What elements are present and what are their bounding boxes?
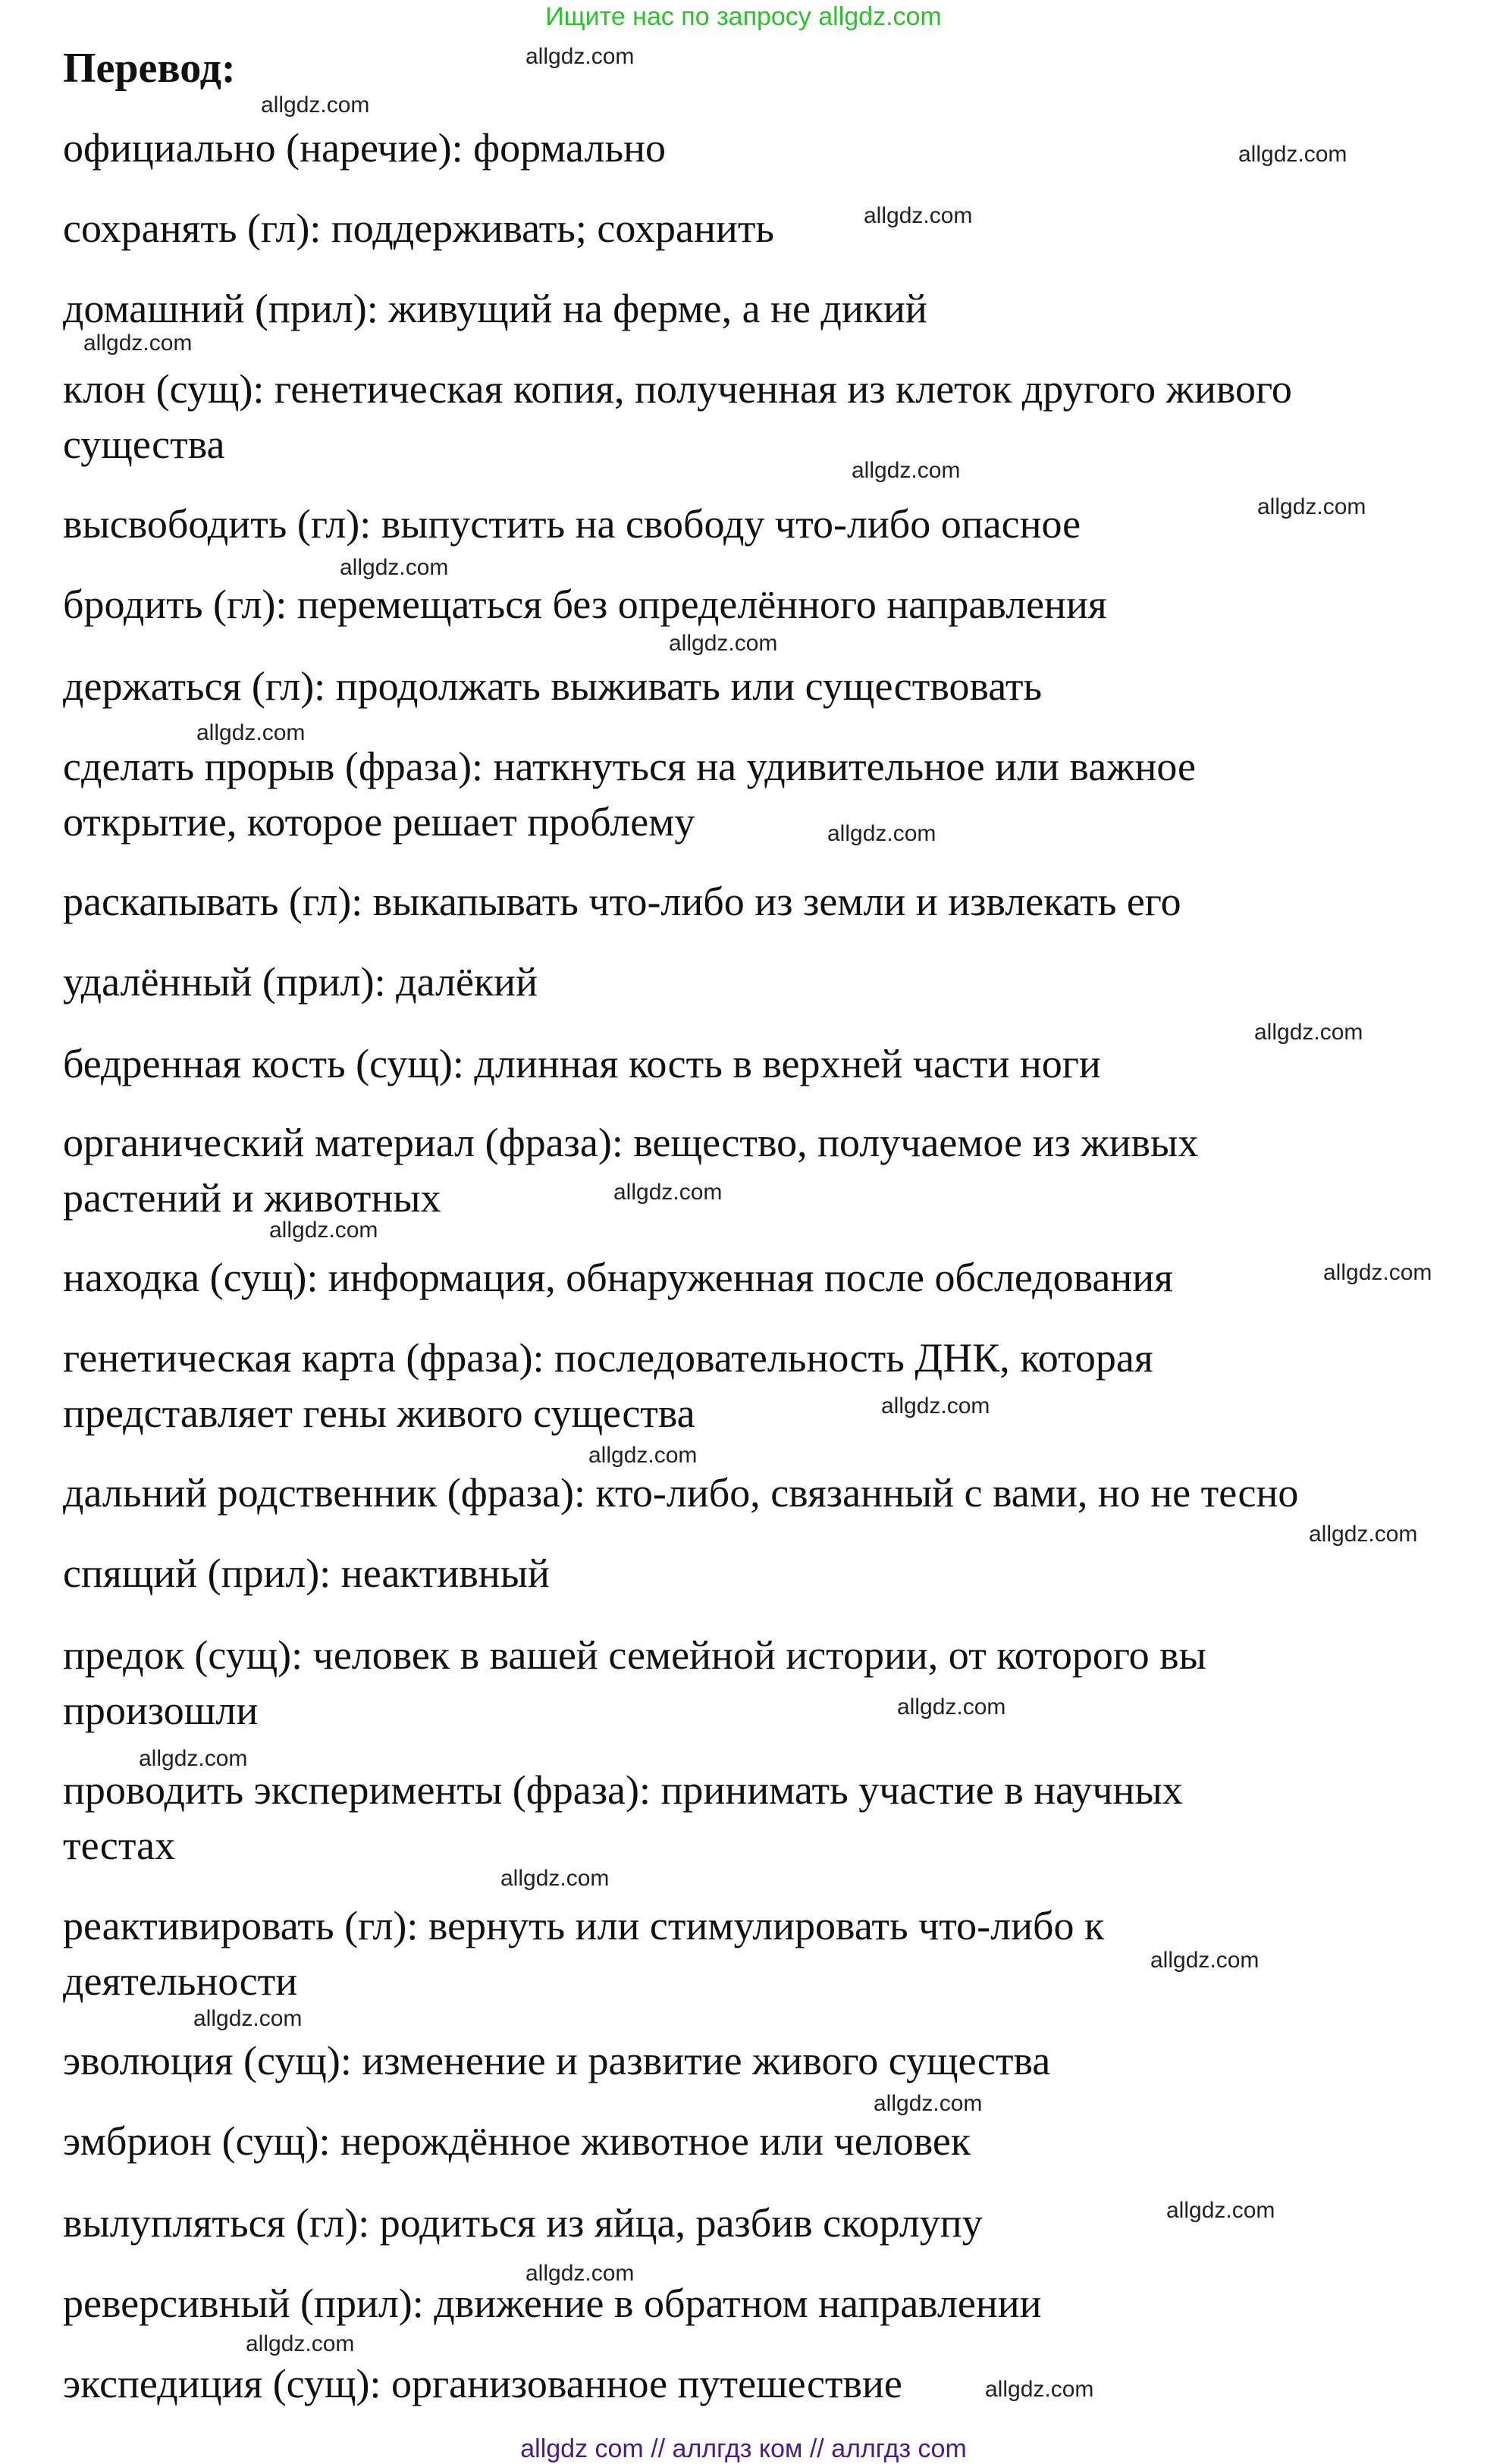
watermark: allgdz.com: [874, 2091, 983, 2116]
entry-line: открытие, которое решает проблему: [63, 799, 695, 845]
entry-line: домашний (прил): живущий на ферме, а не дикий: [63, 286, 927, 331]
entry-line: эволюция (сущ): изменение и развитие живого существа: [63, 2038, 1051, 2083]
watermark: allgdz.com: [500, 1866, 610, 1891]
entry-line: генетическая карта (фраза): последовательность ДНК, которая: [63, 1335, 1153, 1381]
entry-line: клон (сущ): генетическая копия, полученная из клеток другого живого: [63, 366, 1292, 412]
watermark: allgdz.com: [881, 1393, 990, 1419]
vocabulary-entry: [63, 1628, 1206, 1738]
vocabulary-entry: [63, 955, 538, 1010]
watermark: allgdz.com: [669, 631, 778, 656]
entry-line: бродить (гл): перемещаться без определённого направления: [63, 582, 1107, 627]
vocabulary-entry: [63, 1898, 1104, 2009]
watermark: allgdz.com: [1166, 2198, 1275, 2223]
watermark: allgdz.com: [1257, 494, 1366, 519]
entry-line: спящий (прил): неактивный: [63, 1550, 550, 1596]
watermark: allgdz.com: [139, 1746, 248, 1771]
watermark: allgdz.com: [525, 44, 635, 69]
vocabulary-entry: [63, 2196, 983, 2251]
vocabulary-entry: [63, 874, 1181, 929]
entry-line: произошли: [63, 1688, 259, 1733]
footer-links[interactable]: allgdz com // аллгдз ком // аллгдз com: [520, 2434, 967, 2463]
entry-line: деятельности: [63, 1958, 298, 2004]
watermark: allgdz.com: [864, 203, 973, 228]
vocabulary-entry: [63, 2033, 1050, 2089]
entry-line: реактивировать (гл): вернуть или стимулировать что-либо к: [63, 1903, 1105, 1948]
vocabulary-entry: [63, 1331, 1153, 1441]
vocabulary-entry: [63, 1763, 1183, 1873]
watermark: allgdz.com: [1309, 1522, 1418, 1547]
vocabulary-entry: [63, 1546, 550, 1601]
entry-line: дальний родственник (фраза): кто-либо, связанный с вами, но не тесно: [63, 1470, 1299, 1516]
watermark: allgdz.com: [196, 720, 306, 745]
entry-line: официально (наречие): формально: [63, 125, 666, 171]
vocabulary-entry: [63, 2114, 971, 2169]
entry-line: удалённый (прил): далёкий: [63, 959, 538, 1005]
watermark: allgdz.com: [1238, 142, 1347, 167]
vocabulary-entry: [63, 1036, 1101, 1092]
page-title: Перевод:: [63, 45, 236, 92]
entry-line: вылупляться (гл): родиться из яйца, разбив скорлупу: [63, 2200, 983, 2246]
vocabulary-entry: [63, 201, 774, 256]
entry-line: существа: [63, 422, 225, 467]
top-banner[interactable]: Ищите нас по запросу allgdz.com: [545, 2, 942, 31]
vocabulary-entry: [63, 362, 1292, 472]
entry-line: проводить эксперименты (фраза): принимать участие в научных: [63, 1767, 1183, 1813]
vocabulary-entry: [63, 281, 927, 337]
entry-line: находка (сущ): информация, обнаруженная после обследования: [63, 1255, 1174, 1300]
watermark: allgdz.com: [985, 2377, 1094, 2402]
watermark: allgdz.com: [852, 458, 961, 483]
vocabulary-entry: [63, 2356, 902, 2412]
entry-line: сделать прорыв (фраза): наткнуться на удивительное или важное: [63, 744, 1197, 789]
vocabulary-entry: [63, 1250, 1173, 1306]
vocabulary-entry: [63, 1115, 1198, 1226]
watermark: allgdz.com: [1150, 1948, 1260, 1973]
vocabulary-entry: [63, 659, 1042, 714]
watermark: allgdz.com: [340, 555, 449, 580]
vocabulary-entry: [63, 577, 1107, 632]
watermark: allgdz.com: [193, 2006, 303, 2031]
watermark: allgdz.com: [525, 2261, 635, 2286]
vocabulary-entry: [63, 1466, 1298, 1521]
entry-line: высвободить (гл): выпустить на свободу что-либо опасное: [63, 501, 1081, 547]
watermark: allgdz.com: [1323, 1260, 1432, 1285]
vocabulary-entry: [63, 497, 1081, 552]
entry-line: тестах: [63, 1823, 176, 1868]
watermark: allgdz.com: [613, 1180, 723, 1205]
entry-line: растений и животных: [63, 1175, 441, 1221]
entry-line: представляет гены живого существа: [63, 1390, 695, 1436]
watermark: allgdz.com: [897, 1694, 1006, 1719]
entry-line: эмбрион (сущ): нерождённое животное или человек: [63, 2118, 971, 2164]
entry-line: сохранять (гл): поддерживать; сохранить: [63, 205, 775, 251]
watermark: allgdz.com: [827, 821, 936, 846]
watermark: allgdz.com: [261, 92, 370, 118]
entry-line: предок (сущ): человек в вашей семейной истории, от которого вы: [63, 1632, 1206, 1678]
watermark: allgdz.com: [269, 1218, 378, 1243]
watermark: allgdz.com: [588, 1443, 698, 1468]
entry-line: органический материал (фраза): вещество, получаемое из живых: [63, 1120, 1199, 1165]
watermark: allgdz.com: [1254, 1020, 1363, 1045]
watermark: allgdz.com: [246, 2331, 355, 2356]
watermark: allgdz.com: [83, 331, 193, 356]
entry-line: раскапывать (гл): выкапывать что-либо из земли и извлекать его: [63, 879, 1181, 924]
entry-line: экспедиция (сущ): организованное путешествие: [63, 2361, 902, 2406]
entry-line: бедренная кость (сущ): длинная кость в верхней части ноги: [63, 1041, 1101, 1086]
vocabulary-entry: [63, 121, 666, 176]
vocabulary-entry: [63, 739, 1196, 850]
entry-line: держаться (гл): продолжать выживать или существовать: [63, 663, 1043, 709]
entry-line: реверсивный (прил): движение в обратном направлении: [63, 2281, 1042, 2326]
